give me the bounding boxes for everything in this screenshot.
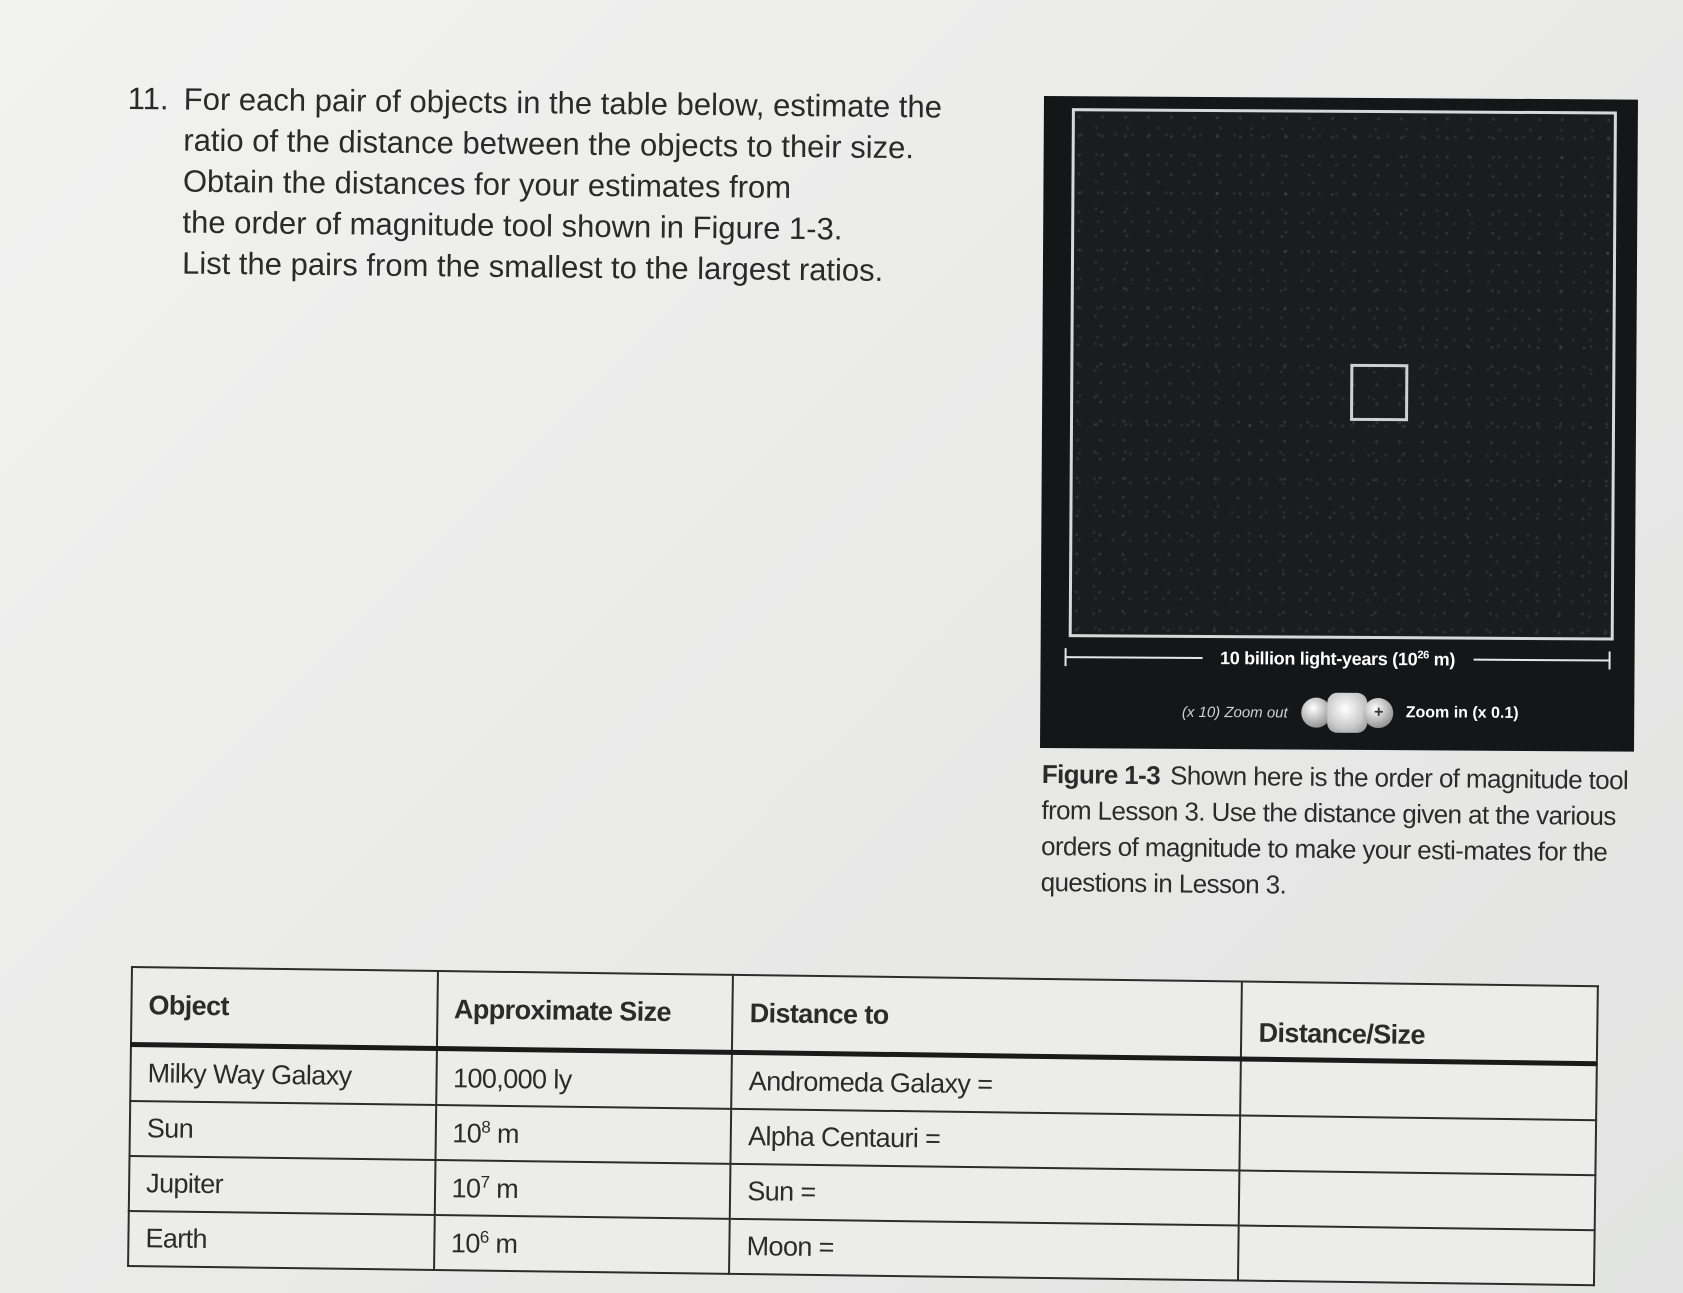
zoom-slider-handle <box>1328 693 1368 733</box>
question-line: For each pair of objects in the table below, estimate the <box>183 81 943 125</box>
scale-line-right <box>1473 659 1611 662</box>
header-distance-to: Distance to <box>732 975 1242 1059</box>
header-approximate-size: Approximate Size <box>436 971 733 1052</box>
cell-distance: Andromeda Galaxy = <box>731 1052 1241 1115</box>
scale-label <box>1202 647 1473 670</box>
header-object: Object <box>131 967 438 1048</box>
figure-label: Figure 1-3 <box>1041 758 1161 791</box>
cell-ratio-blank[interactable] <box>1241 1059 1597 1120</box>
scale-line-left <box>1065 656 1203 659</box>
size-exponent: 8 <box>481 1117 491 1137</box>
universe-view-image <box>1069 108 1617 640</box>
scale-text: 10 billion light-years (10 <box>1220 647 1418 669</box>
question-line: the order of magnitude tool shown in Figure 1-3. <box>182 204 843 247</box>
cell-distance: Sun = <box>730 1164 1240 1226</box>
scale-unit: m) <box>1428 648 1456 670</box>
zoom-out-label: (x 10) Zoom out <box>1181 703 1288 722</box>
cell-size <box>434 1160 730 1219</box>
ratio-table-grid <box>127 966 1599 1286</box>
cell-distance: Moon = <box>729 1219 1239 1281</box>
cell-object: Milky Way Galaxy <box>130 1045 436 1105</box>
cell-distance: Alpha Centauri = <box>731 1109 1241 1171</box>
cell-size <box>434 1215 730 1274</box>
cell-ratio-blank[interactable] <box>1239 1171 1595 1231</box>
size-exponent: 6 <box>479 1227 489 1247</box>
cell-object: Sun <box>130 1101 436 1160</box>
cell-object: Earth <box>128 1211 434 1270</box>
cell-size <box>436 1049 732 1109</box>
cell-ratio-blank[interactable] <box>1240 1116 1596 1176</box>
header-distance-size: Distance/Size <box>1241 982 1598 1064</box>
scale-bar <box>1064 644 1610 673</box>
figure-caption <box>1040 756 1641 906</box>
caption-text: Shown here is the order of magnitude tool from Lesson 3. Use the distance given at the various orders of magnitude to make your esti-mates for the questions in Lesson 3. <box>1040 760 1629 900</box>
zoom-in-label: Zoom in (x 0.1) <box>1405 704 1519 722</box>
scale-exponent: 26 <box>1417 648 1430 661</box>
cell-size <box>435 1105 731 1164</box>
size-unit: m <box>488 1228 518 1259</box>
cell-ratio-blank[interactable] <box>1238 1226 1594 1286</box>
question-number: 11. <box>127 80 169 117</box>
size-unit: m <box>489 1118 520 1149</box>
cell-object: Jupiter <box>129 1156 435 1215</box>
size-base: 10 <box>450 1227 480 1259</box>
question-line: Obtain the distances for your estimates from <box>182 163 792 205</box>
size-base: 10 <box>452 1117 482 1149</box>
size-base: 100,000 ly <box>452 1062 572 1095</box>
question-11 <box>126 78 998 292</box>
ratio-table <box>127 966 1599 1286</box>
zoom-in-button: + <box>1364 698 1394 728</box>
zoom-controls <box>1100 688 1600 737</box>
size-base: 10 <box>451 1172 481 1204</box>
question-line: ratio of the distance between the objects to their size. <box>183 122 915 166</box>
question-text <box>182 79 998 293</box>
zoom-target-box <box>1350 364 1408 421</box>
size-unit: m <box>489 1173 519 1204</box>
size-exponent: 7 <box>480 1172 490 1192</box>
order-of-magnitude-tool-figure <box>1040 96 1638 752</box>
question-line: List the pairs from the smallest to the largest ratios. <box>181 245 884 288</box>
